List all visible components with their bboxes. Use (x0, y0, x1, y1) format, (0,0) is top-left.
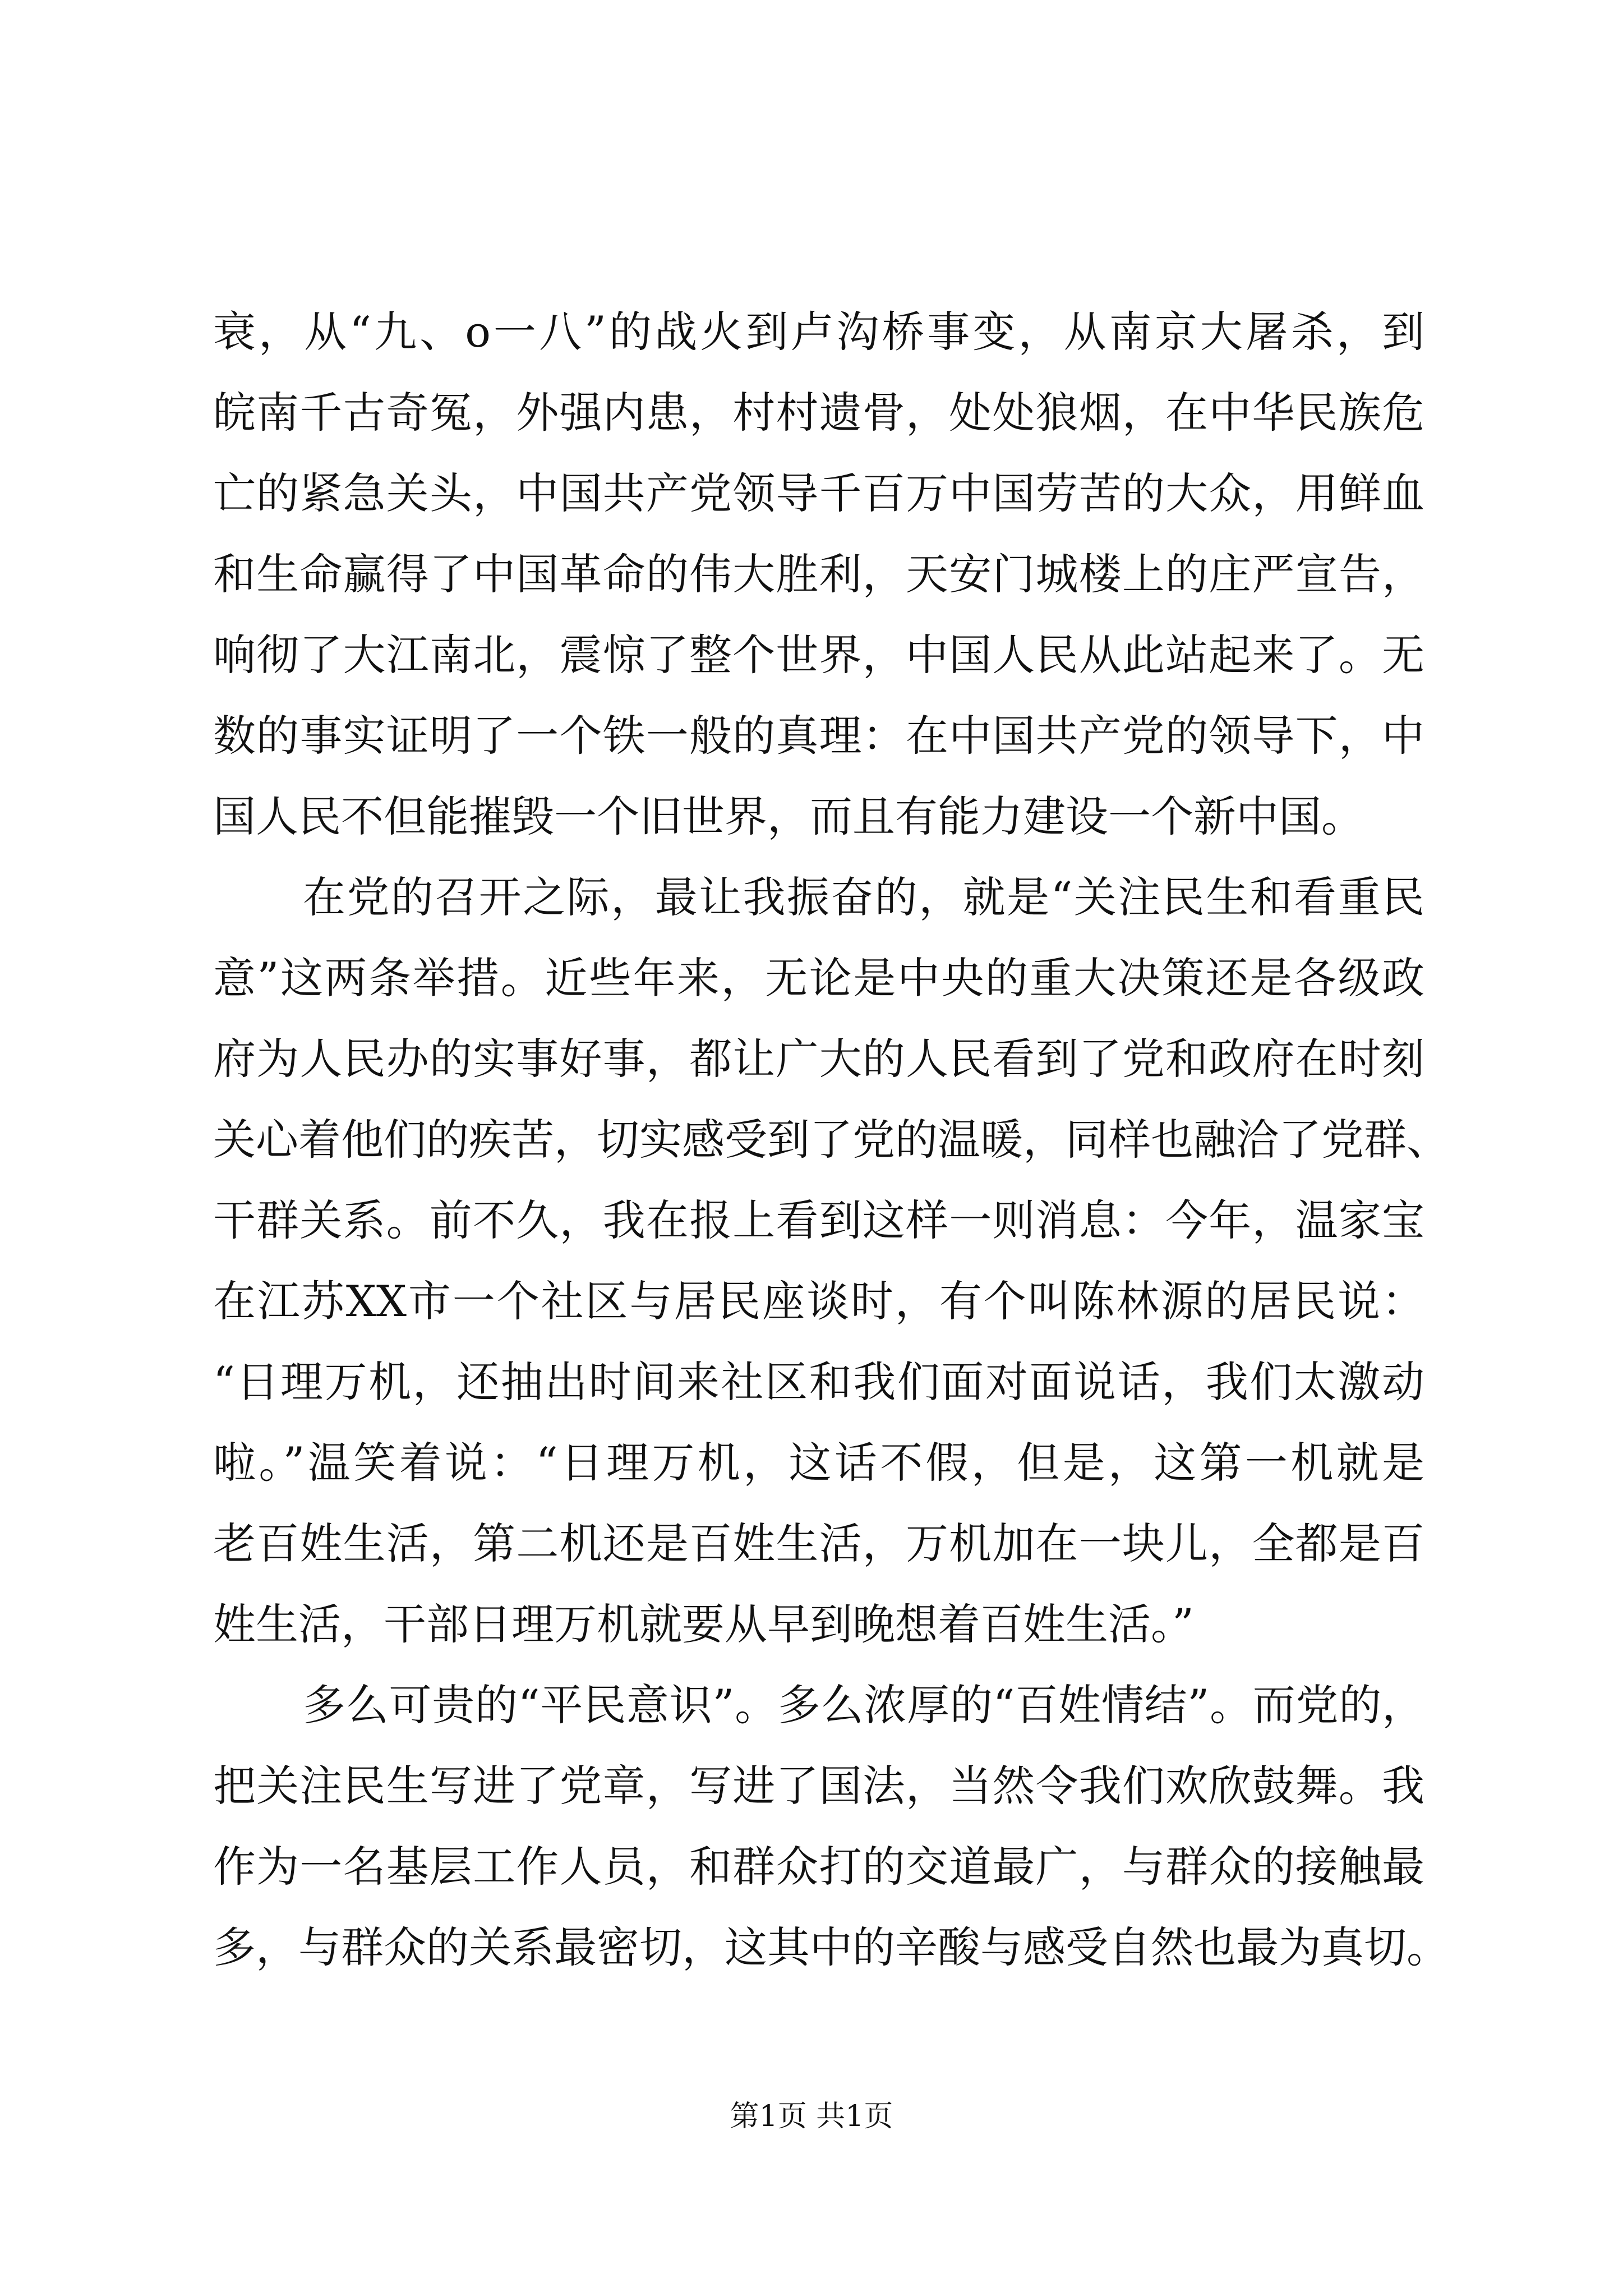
text-line-3: 亡的紧急关头，中国共产党领导千百万中国劳苦的大众，用鲜血 (213, 468, 1424, 518)
text-line-17: 姓生活，干部日理万机就要从早到晚想着百姓生活。” (213, 1599, 1194, 1649)
text-line-5: 响彻了大江南北，震惊了整个世界，中国人民从此站起来了。无 (213, 630, 1424, 680)
text-line-18: 多么可贵的“平民意识”。多么浓厚的“百姓情结”。而党的， (303, 1680, 1424, 1730)
text-line-20: 作为一名基层工作人员，和群众打的交道最广，与群众的接触最 (213, 1842, 1424, 1892)
text-line-14: “日理万机，还抽出时间来社区和我们面对面说话，我们太激动 (213, 1357, 1424, 1407)
text-line-1: 衰，从“九、o一八”的战火到卢沟桥事变，从南京大屠杀，到 (213, 307, 1424, 357)
text-line-2: 皖南千古奇冤，外强内患，村村遗骨，处处狼烟，在中华民族危 (213, 388, 1424, 438)
page-number-footer: 第1页 共1页 (730, 2100, 893, 2133)
text-line-7: 国人民不但能摧毁一个旧世界，而且有能力建设一个新中国。 (213, 792, 1364, 841)
text-line-21: 多，与群众的关系最密切，这其中的辛酸与感受自然也最为真切。 (213, 1922, 1449, 1972)
text-line-12: 干群关系。前不久，我在报上看到这样一则消息：今年，温家宝 (213, 1195, 1424, 1245)
text-line-6: 数的事实证明了一个铁一般的真理：在中国共产党的领导下，中 (213, 711, 1424, 761)
text-line-13: 在江苏XX市一个社区与居民座谈时，有个叫陈林源的居民说： (213, 1276, 1424, 1326)
text-line-9: 意”这两条举措。近些年来，无论是中央的重大决策还是各级政 (213, 953, 1424, 1003)
text-line-4: 和生命赢得了中国革命的伟大胜利，天安门城楼上的庄严宣告， (213, 549, 1424, 599)
document-body (213, 292, 1449, 1988)
text-line-15: 啦。”温笑着说：“日理万机，这话不假，但是，这第一机就是 (213, 1438, 1424, 1488)
text-line-19: 把关注民生写进了党章，写进了国法，当然令我们欢欣鼓舞。我 (213, 1761, 1424, 1811)
text-line-8: 在党的召开之际，最让我振奋的，就是“关注民生和看重民 (303, 872, 1424, 922)
text-line-10: 府为人民办的实事好事，都让广大的人民看到了党和政府在时刻 (213, 1034, 1424, 1084)
text-line-11: 关心着他们的疾苦，切实感受到了党的温暖，同样也融洽了党群、 (213, 1115, 1449, 1165)
text-line-16: 老百姓生活，第二机还是百姓生活，万机加在一块儿，全都是百 (213, 1519, 1424, 1568)
